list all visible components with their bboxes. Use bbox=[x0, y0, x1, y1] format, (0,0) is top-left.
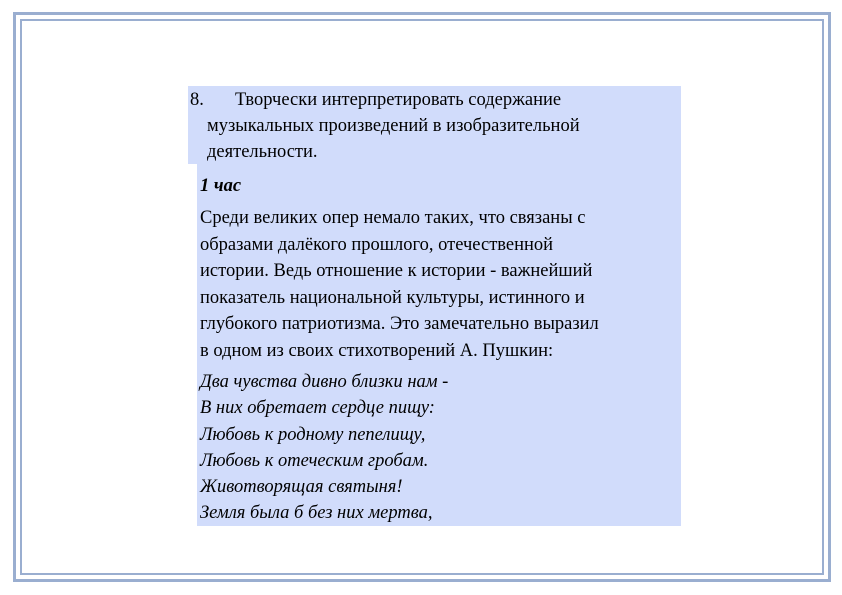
paragraph-line: глубокого патриотизма. Это замечательно выразил bbox=[200, 314, 599, 334]
poem-line: Любовь к отеческим гробам. bbox=[200, 450, 429, 471]
heading-line: Творчески интерпретировать содержание bbox=[235, 90, 562, 110]
hour-label: 1 час bbox=[200, 176, 242, 196]
heading-line: музыкальных произведений в изобразительной bbox=[207, 116, 580, 136]
poem-line: Животворящая святыня! bbox=[200, 477, 403, 498]
paragraph-line: показатель национальной культуры, истинного и bbox=[200, 287, 585, 308]
poem-line: Земля была б без них мертва, bbox=[200, 503, 433, 524]
paragraph-line: Среди великих опер немало таких, что связаны с bbox=[200, 208, 586, 228]
list-number: 8. bbox=[190, 90, 204, 110]
poem-line: Два чувства дивно близки нам - bbox=[200, 372, 449, 392]
heading-line: деятельности. bbox=[207, 142, 318, 162]
poem-line: Любовь к родному пепелищу, bbox=[200, 424, 426, 445]
paragraph-line: в одном из своих стихотворений А. Пушкин: bbox=[200, 340, 554, 361]
poem-line: В них обретает сердце пищу: bbox=[200, 398, 435, 419]
poem-quote bbox=[200, 369, 680, 527]
body-paragraph bbox=[200, 205, 680, 364]
paragraph-line: образами далёкого прошлого, отечественной bbox=[200, 234, 554, 255]
paragraph-line: истории. Ведь отношение к истории - важнейший bbox=[200, 261, 593, 281]
